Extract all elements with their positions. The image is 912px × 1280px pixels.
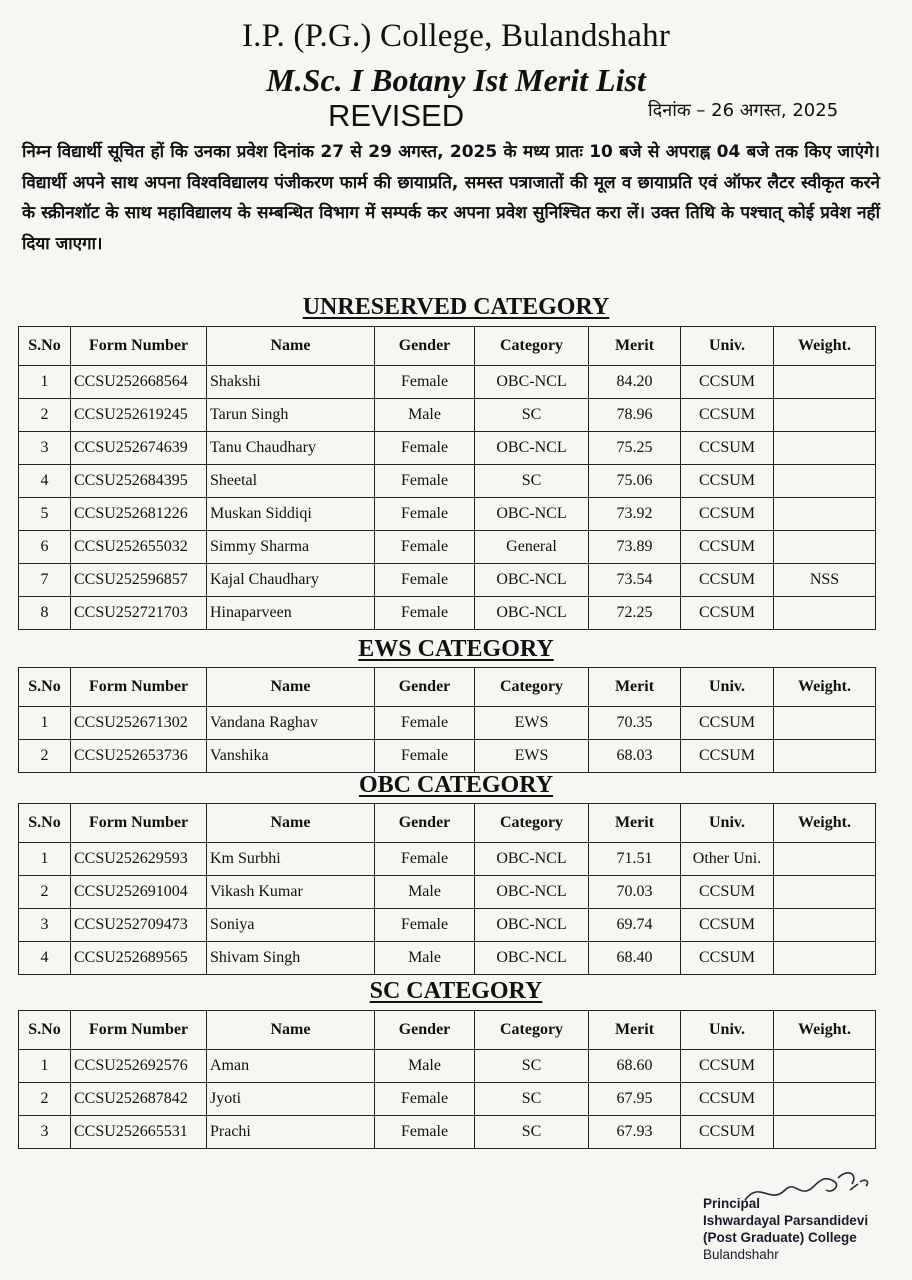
cell-gender: Female	[375, 531, 475, 564]
cell-univ: CCSUM	[681, 465, 774, 498]
column-header-sno: S.No	[19, 1011, 71, 1050]
college-name: I.P. (P.G.) College, Bulandshahr	[241, 18, 671, 54]
signature-title: Principal	[703, 1196, 761, 1211]
cell-name: Kajal Chaudhary	[207, 564, 375, 597]
table-row	[19, 909, 876, 942]
cell-name: Prachi	[207, 1116, 375, 1149]
cell-weight	[774, 876, 876, 909]
cell-category: OBC-NCL	[475, 876, 589, 909]
cell-category: OBC-NCL	[475, 942, 589, 975]
notice-date: दिनांक – 26 अगस्त, 2025	[648, 100, 839, 121]
cell-sno: 7	[19, 564, 71, 597]
cell-merit: 68.60	[589, 1050, 681, 1083]
cell-sno: 4	[19, 942, 71, 975]
cell-form: CCSU252687842	[71, 1083, 207, 1116]
table-header-row	[19, 668, 876, 707]
cell-merit: 72.25	[589, 597, 681, 630]
cell-sno: 8	[19, 597, 71, 630]
cell-univ: CCSUM	[681, 564, 774, 597]
cell-category: SC	[475, 1083, 589, 1116]
column-header-sno: S.No	[19, 668, 71, 707]
cell-merit: 84.20	[589, 366, 681, 399]
cell-name: Simmy Sharma	[207, 531, 375, 564]
cell-name: Vikash Kumar	[207, 876, 375, 909]
cell-form: CCSU252653736	[71, 740, 207, 773]
cell-univ: CCSUM	[681, 1083, 774, 1116]
cell-weight	[774, 1116, 876, 1149]
cell-form: CCSU252671302	[71, 707, 207, 740]
cell-univ: CCSUM	[681, 1116, 774, 1149]
cell-weight	[774, 597, 876, 630]
cell-form: CCSU252691004	[71, 876, 207, 909]
column-header-weight: Weight.	[774, 1011, 876, 1050]
table-header-row	[19, 327, 876, 366]
column-header-form: Form Number	[71, 1011, 207, 1050]
cell-form: CCSU252668564	[71, 366, 207, 399]
cell-form: CCSU252684395	[71, 465, 207, 498]
cell-category: OBC-NCL	[475, 366, 589, 399]
cell-gender: Female	[375, 597, 475, 630]
cell-gender: Male	[375, 1050, 475, 1083]
table-row	[19, 843, 876, 876]
cell-category: SC	[475, 465, 589, 498]
cell-name: Muskan Siddiqi	[207, 498, 375, 531]
cell-univ: Other Uni.	[681, 843, 774, 876]
cell-weight	[774, 432, 876, 465]
cell-name: Tarun Singh	[207, 399, 375, 432]
cell-sno: 3	[19, 1116, 71, 1149]
cell-category: OBC-NCL	[475, 564, 589, 597]
cell-univ: CCSUM	[681, 876, 774, 909]
cell-name: Aman	[207, 1050, 375, 1083]
cell-sno: 1	[19, 843, 71, 876]
column-header-gender: Gender	[375, 327, 475, 366]
column-header-name: Name	[207, 668, 375, 707]
cell-univ: CCSUM	[681, 942, 774, 975]
table-row	[19, 465, 876, 498]
cell-name: Vanshika	[207, 740, 375, 773]
cell-gender: Female	[375, 909, 475, 942]
cell-sno: 6	[19, 531, 71, 564]
cell-name: Soniya	[207, 909, 375, 942]
cell-univ: CCSUM	[681, 707, 774, 740]
cell-merit: 68.40	[589, 942, 681, 975]
column-header-form: Form Number	[71, 327, 207, 366]
cell-sno: 3	[19, 432, 71, 465]
column-header-merit: Merit	[589, 1011, 681, 1050]
cell-weight	[774, 909, 876, 942]
cell-univ: CCSUM	[681, 597, 774, 630]
cell-weight	[774, 531, 876, 564]
cell-univ: CCSUM	[681, 366, 774, 399]
cell-sno: 1	[19, 366, 71, 399]
table-row	[19, 942, 876, 975]
cell-category: OBC-NCL	[475, 843, 589, 876]
column-header-gender: Gender	[375, 668, 475, 707]
cell-gender: Female	[375, 740, 475, 773]
cell-univ: CCSUM	[681, 498, 774, 531]
column-header-category: Category	[475, 668, 589, 707]
cell-sno: 3	[19, 909, 71, 942]
table-row	[19, 1083, 876, 1116]
cell-sno: 1	[19, 707, 71, 740]
cell-sno: 4	[19, 465, 71, 498]
cell-weight	[774, 942, 876, 975]
section-heading-sc: SC CATEGORY	[369, 978, 543, 1004]
cell-merit: 67.93	[589, 1116, 681, 1149]
cell-gender: Female	[375, 564, 475, 597]
column-header-name: Name	[207, 1011, 375, 1050]
column-header-merit: Merit	[589, 668, 681, 707]
cell-category: EWS	[475, 707, 589, 740]
cell-form: CCSU252655032	[71, 531, 207, 564]
cell-gender: Male	[375, 876, 475, 909]
cell-name: Shivam Singh	[207, 942, 375, 975]
unreserved-table	[18, 326, 876, 630]
cell-gender: Female	[375, 498, 475, 531]
cell-category: OBC-NCL	[475, 909, 589, 942]
table-row	[19, 366, 876, 399]
cell-form: CCSU252596857	[71, 564, 207, 597]
table-row	[19, 1116, 876, 1149]
table-row	[19, 399, 876, 432]
cell-gender: Female	[375, 366, 475, 399]
column-header-univ: Univ.	[681, 804, 774, 843]
column-header-weight: Weight.	[774, 668, 876, 707]
column-header-sno: S.No	[19, 804, 71, 843]
cell-category: OBC-NCL	[475, 498, 589, 531]
cell-gender: Female	[375, 1083, 475, 1116]
cell-sno: 5	[19, 498, 71, 531]
cell-merit: 70.03	[589, 876, 681, 909]
cell-name: Km Surbhi	[207, 843, 375, 876]
cell-gender: Male	[375, 399, 475, 432]
table-row	[19, 707, 876, 740]
table-row	[19, 432, 876, 465]
cell-merit: 73.89	[589, 531, 681, 564]
cell-form: CCSU252665531	[71, 1116, 207, 1149]
cell-sno: 2	[19, 740, 71, 773]
cell-merit: 78.96	[589, 399, 681, 432]
section-heading-obc: OBC CATEGORY	[358, 772, 554, 798]
cell-gender: Female	[375, 707, 475, 740]
cell-category: General	[475, 531, 589, 564]
cell-gender: Male	[375, 942, 475, 975]
column-header-weight: Weight.	[774, 804, 876, 843]
cell-weight	[774, 498, 876, 531]
column-header-merit: Merit	[589, 327, 681, 366]
column-header-form: Form Number	[71, 804, 207, 843]
cell-weight	[774, 1050, 876, 1083]
cell-form: CCSU252629593	[71, 843, 207, 876]
obc-table	[18, 803, 876, 975]
signature-college-line2: (Post Graduate) College	[703, 1230, 857, 1245]
revised-label: REVISED	[328, 98, 465, 133]
table-header-row	[19, 1011, 876, 1050]
table-header-row	[19, 804, 876, 843]
column-header-category: Category	[475, 327, 589, 366]
cell-form: CCSU252692576	[71, 1050, 207, 1083]
cell-sno: 2	[19, 876, 71, 909]
column-header-univ: Univ.	[681, 1011, 774, 1050]
cell-weight	[774, 1083, 876, 1116]
cell-name: Vandana Raghav	[207, 707, 375, 740]
cell-name: Sheetal	[207, 465, 375, 498]
cell-form: CCSU252681226	[71, 498, 207, 531]
cell-merit: 73.92	[589, 498, 681, 531]
cell-gender: Female	[375, 843, 475, 876]
column-header-merit: Merit	[589, 804, 681, 843]
signature-city: Bulandshahr	[703, 1247, 779, 1262]
cell-univ: CCSUM	[681, 1050, 774, 1083]
cell-merit: 75.25	[589, 432, 681, 465]
cell-category: OBC-NCL	[475, 432, 589, 465]
cell-sno: 2	[19, 1083, 71, 1116]
column-header-category: Category	[475, 804, 589, 843]
table-row	[19, 498, 876, 531]
table-row	[19, 740, 876, 773]
cell-name: Hinaparveen	[207, 597, 375, 630]
column-header-form: Form Number	[71, 668, 207, 707]
column-header-weight: Weight.	[774, 327, 876, 366]
cell-merit: 75.06	[589, 465, 681, 498]
cell-weight	[774, 465, 876, 498]
table-row	[19, 564, 876, 597]
cell-category: SC	[475, 1116, 589, 1149]
cell-category: OBC-NCL	[475, 597, 589, 630]
cell-univ: CCSUM	[681, 432, 774, 465]
table-row	[19, 597, 876, 630]
merit-list-title: M.Sc. I Botany Ist Merit List	[266, 62, 646, 98]
cell-category: SC	[475, 1050, 589, 1083]
cell-univ: CCSUM	[681, 531, 774, 564]
cell-merit: 71.51	[589, 843, 681, 876]
signature-college-line1: Ishwardayal Parsandidevi	[703, 1213, 869, 1228]
cell-gender: Female	[375, 432, 475, 465]
section-heading-ews: EWS CATEGORY	[358, 636, 554, 662]
column-header-name: Name	[207, 804, 375, 843]
cell-name: Shakshi	[207, 366, 375, 399]
admission-notice: निम्न विद्यार्थी सूचित हों कि उनका प्रवेश दिनांक 27 से 29 अगस्त, 2025 के मध्य प्रातः 10 बजे से अपराह्न 04 बजे तक किए जाएंगे। विद्यार्थी अपने साथ अपना विश्वविद्यालय पंजीकरण फार्म की छायाप्रति, समस्त पत्राजातों की मूल व छायाप्रति एवं ऑफर लैटर स्वीकृत करने के स्क्रीनशॉट के साथ महाविद्यालय के सम्बन्धित विभाग में सम्पर्क कर अपना प्रवेश सुनिश्चित करा लें। उक्त तिथि के पश्चात् कोई प्रवेश नहीं दिया जाएगा।	[22, 142, 880, 254]
column-header-category: Category	[475, 1011, 589, 1050]
cell-merit: 68.03	[589, 740, 681, 773]
principal-signature-block	[703, 1195, 868, 1263]
cell-merit: 67.95	[589, 1083, 681, 1116]
column-header-univ: Univ.	[681, 327, 774, 366]
cell-merit: 69.74	[589, 909, 681, 942]
cell-weight: NSS	[774, 564, 876, 597]
cell-weight	[774, 399, 876, 432]
cell-gender: Female	[375, 1116, 475, 1149]
cell-weight	[774, 843, 876, 876]
cell-category: SC	[475, 399, 589, 432]
column-header-univ: Univ.	[681, 668, 774, 707]
cell-form: CCSU252689565	[71, 942, 207, 975]
cell-form: CCSU252619245	[71, 399, 207, 432]
cell-merit: 70.35	[589, 707, 681, 740]
sc-table	[18, 1010, 876, 1149]
cell-univ: CCSUM	[681, 909, 774, 942]
cell-category: EWS	[475, 740, 589, 773]
cell-sno: 1	[19, 1050, 71, 1083]
section-heading-unreserved: UNRESERVED CATEGORY	[302, 294, 610, 320]
cell-gender: Female	[375, 465, 475, 498]
cell-weight	[774, 707, 876, 740]
table-row	[19, 1050, 876, 1083]
cell-univ: CCSUM	[681, 740, 774, 773]
table-row	[19, 531, 876, 564]
cell-form: CCSU252709473	[71, 909, 207, 942]
column-header-name: Name	[207, 327, 375, 366]
cell-form: CCSU252674639	[71, 432, 207, 465]
cell-sno: 2	[19, 399, 71, 432]
table-row	[19, 876, 876, 909]
cell-merit: 73.54	[589, 564, 681, 597]
cell-name: Tanu Chaudhary	[207, 432, 375, 465]
cell-name: Jyoti	[207, 1083, 375, 1116]
column-header-gender: Gender	[375, 804, 475, 843]
cell-weight	[774, 366, 876, 399]
cell-univ: CCSUM	[681, 399, 774, 432]
column-header-sno: S.No	[19, 327, 71, 366]
cell-weight	[774, 740, 876, 773]
column-header-gender: Gender	[375, 1011, 475, 1050]
cell-form: CCSU252721703	[71, 597, 207, 630]
ews-table	[18, 667, 876, 773]
